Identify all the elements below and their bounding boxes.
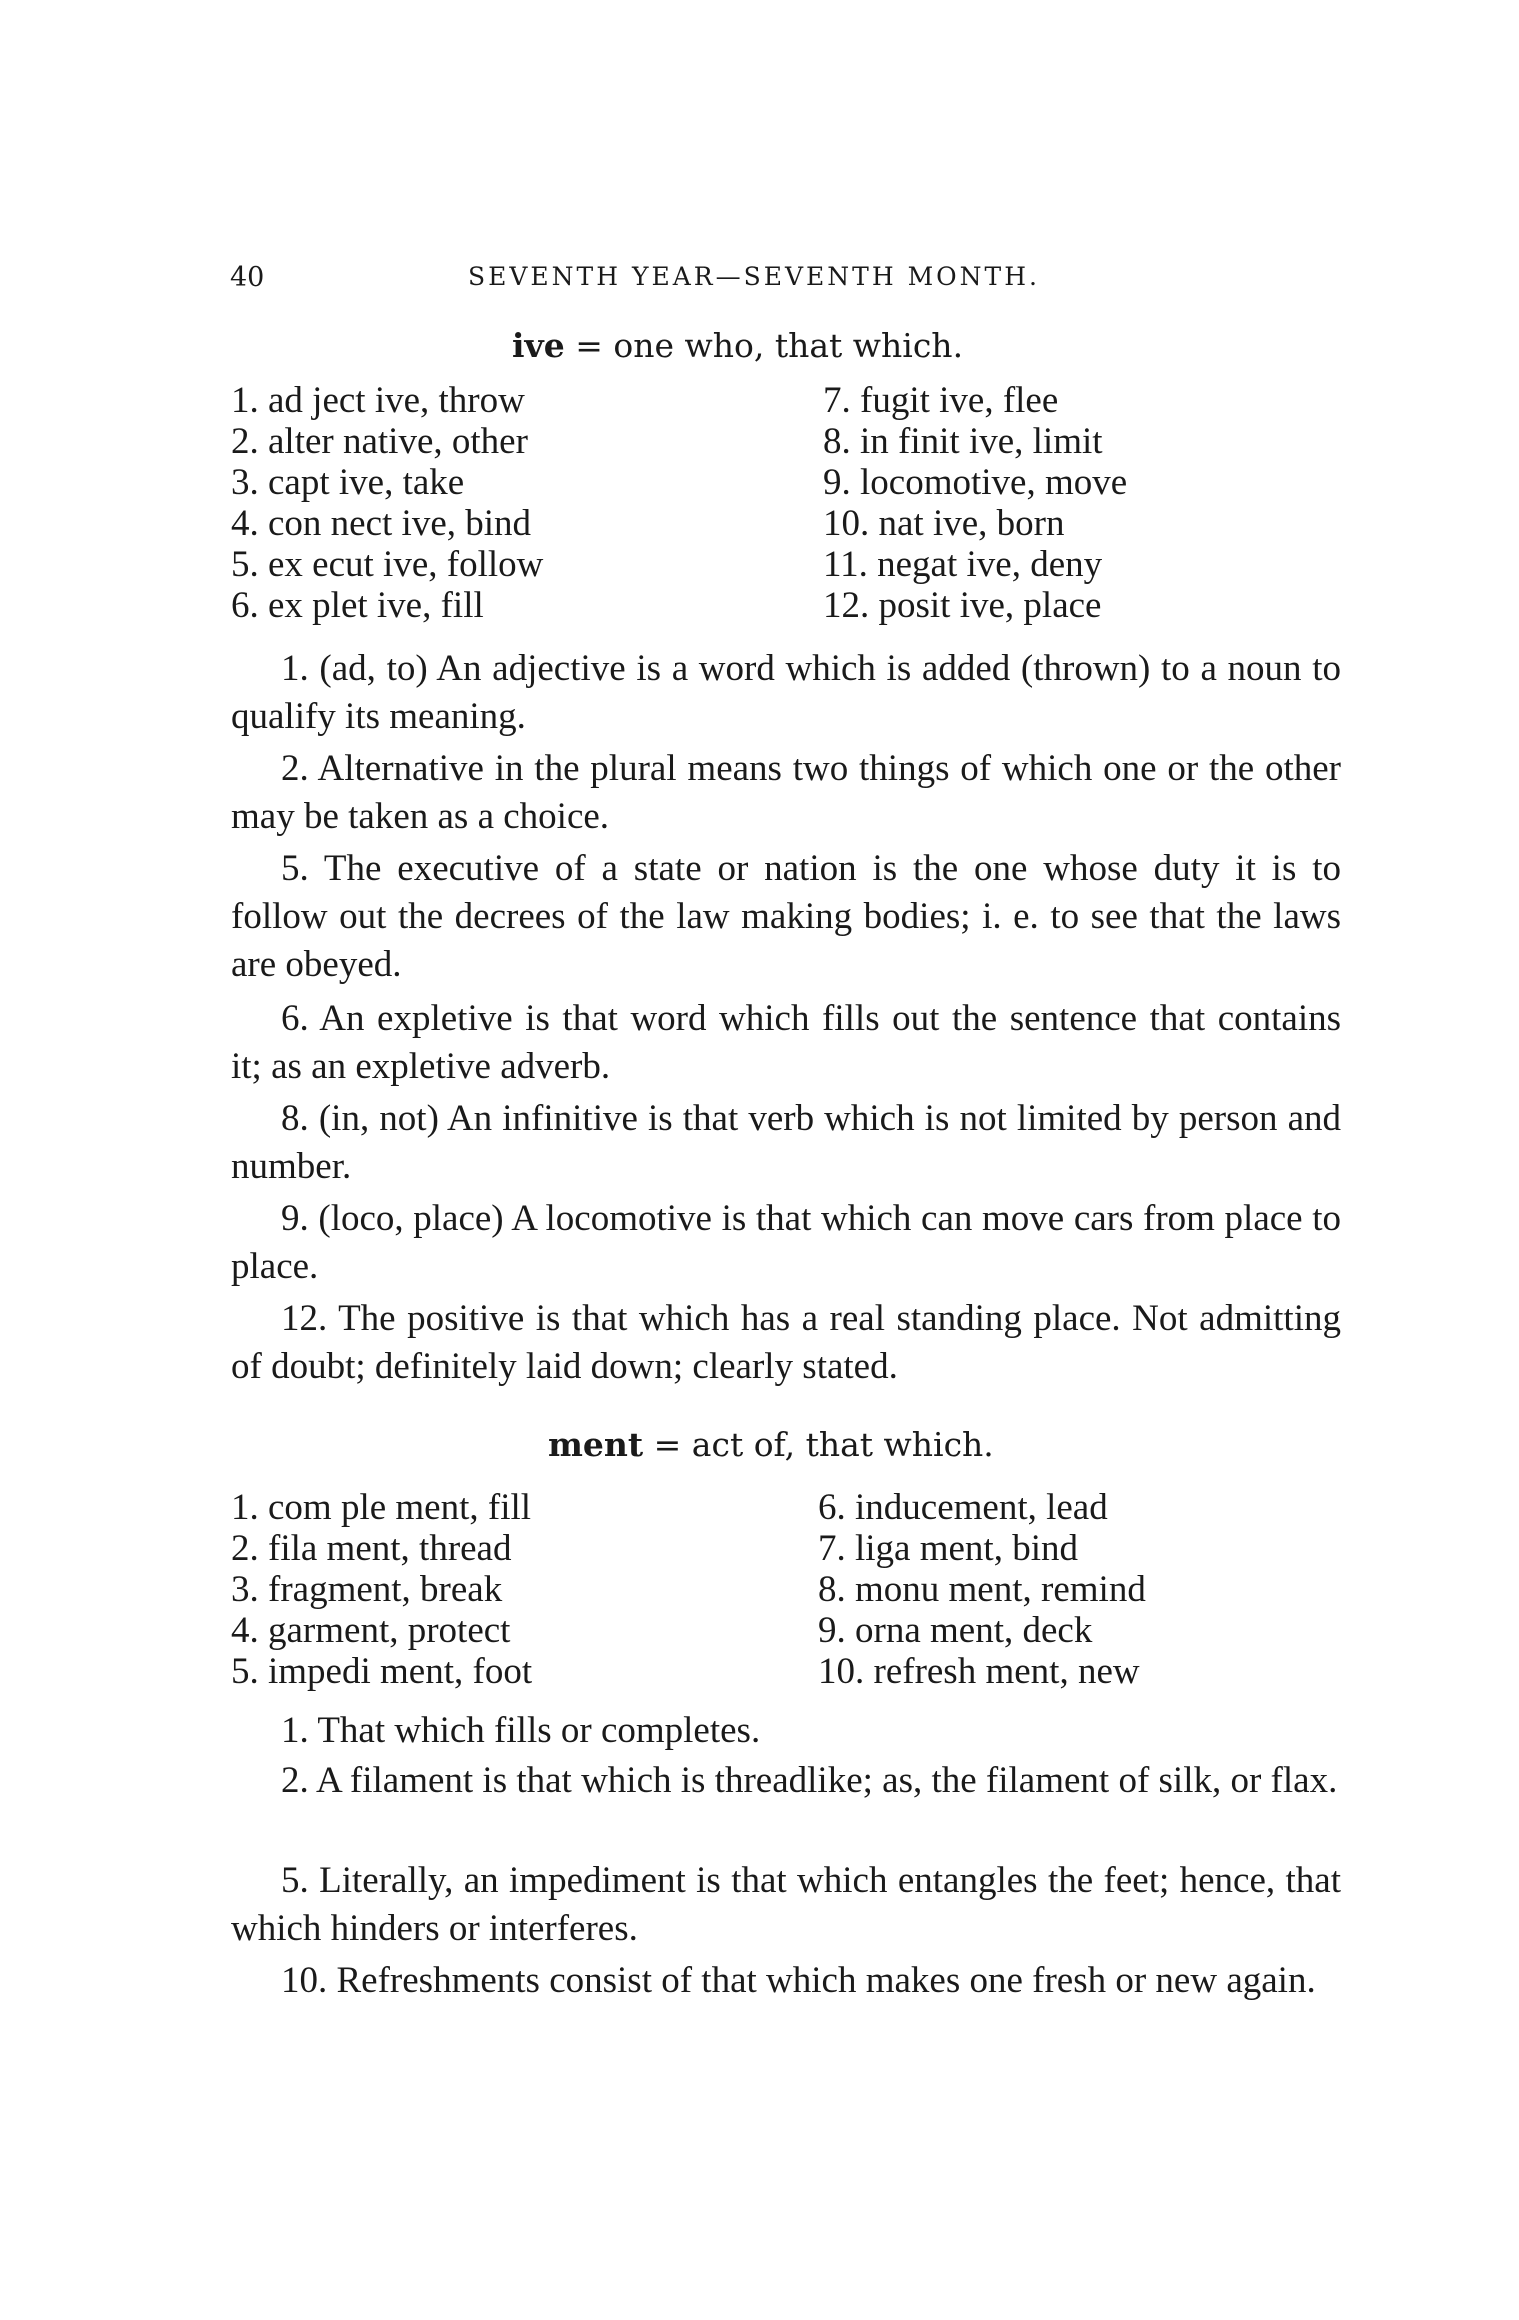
ment-paragraph: 2. A filament is that which is threadlike; as, the filament of silk, or flax. — [281, 1760, 1338, 1801]
ive-paragraph: 1. (ad, to) An adjective is a word which is added (thrown) to a noun to qualify its meaning. — [231, 648, 1341, 737]
list-item: 10. nat ive, born — [823, 503, 1065, 544]
ment-stem: ment — [548, 1425, 644, 1464]
list-item: 9. orna ment, deck — [818, 1610, 1093, 1651]
list-item: 3. capt ive, take — [231, 462, 465, 503]
list-item: 3. fragment, break — [231, 1569, 503, 1610]
list-item: 4. con nect ive, bind — [231, 503, 532, 544]
list-item: 1. ad ject ive, throw — [231, 380, 525, 421]
ive-paragraph: 9. (loco, place) A locomotive is that which can move cars from place to place. — [231, 1198, 1341, 1287]
list-item: 2. alter native, other — [231, 421, 528, 462]
list-item: 7. liga ment, bind — [818, 1528, 1078, 1569]
ive-right-list — [823, 380, 1127, 626]
list-item: 4. garment, protect — [231, 1610, 511, 1651]
ive-paragraph: 6. An expletive is that word which fills out the sentence that contains it; as an expletive adverb. — [231, 998, 1341, 1087]
ment-right-list — [818, 1487, 1146, 1692]
ive-left-list — [231, 380, 543, 626]
list-item: 1. com ple ment, fill — [231, 1487, 532, 1528]
list-item: 7. fugit ive, flee — [823, 380, 1059, 421]
ive-paragraph: 12. The positive is that which has a real standing place. Not admitting of doubt; definitely laid down; clearly stated. — [231, 1298, 1341, 1387]
ment-paragraph: 1. That which fills or completes. — [281, 1710, 761, 1751]
ment-section-title — [548, 1425, 994, 1464]
list-item: 10. refresh ment, new — [818, 1651, 1140, 1692]
list-item: 8. in finit ive, limit — [823, 421, 1103, 462]
ive-stem: ive — [512, 326, 565, 365]
ive-paragraph: 2. Alternative in the plural means two things of which one or the other may be taken as a choice. — [231, 748, 1341, 837]
page-number: 40 — [230, 262, 265, 293]
list-item: 11. negat ive, deny — [823, 544, 1103, 585]
list-item: 12. posit ive, place — [823, 585, 1102, 626]
list-item: 9. locomotive, move — [823, 462, 1128, 503]
list-item: 6. inducement, lead — [818, 1487, 1108, 1528]
ive-paragraph: 8. (in, not) An infinitive is that verb which is not limited by person and number. — [231, 1098, 1341, 1187]
ment-left-list — [231, 1487, 532, 1692]
running-head: SEVENTH YEAR—SEVENTH MONTH. — [468, 262, 1040, 291]
ive-section-title — [512, 326, 963, 365]
list-item: 6. ex plet ive, fill — [231, 585, 484, 626]
ment-paragraph: 5. Literally, an impediment is that which entangles the feet; hence, that which hinders or interferes. — [231, 1860, 1341, 1949]
ive-paragraph: 5. The executive of a state or nation is the one whose duty it is to follow out the decrees of the law making bodies; i. e. to see that the laws are obeyed. — [231, 848, 1341, 985]
list-item: 2. fila ment, thread — [231, 1528, 512, 1569]
ment-paragraph: 10. Refreshments consist of that which makes one fresh or new again. — [281, 1960, 1316, 2001]
list-item: 5. impedi ment, foot — [231, 1651, 533, 1692]
ive-meaning: = one who, that which. — [564, 326, 964, 365]
ment-meaning: = act of, that which. — [643, 1425, 994, 1464]
list-item: 5. ex ecut ive, follow — [231, 544, 544, 585]
list-item: 8. monu ment, remind — [818, 1569, 1146, 1610]
